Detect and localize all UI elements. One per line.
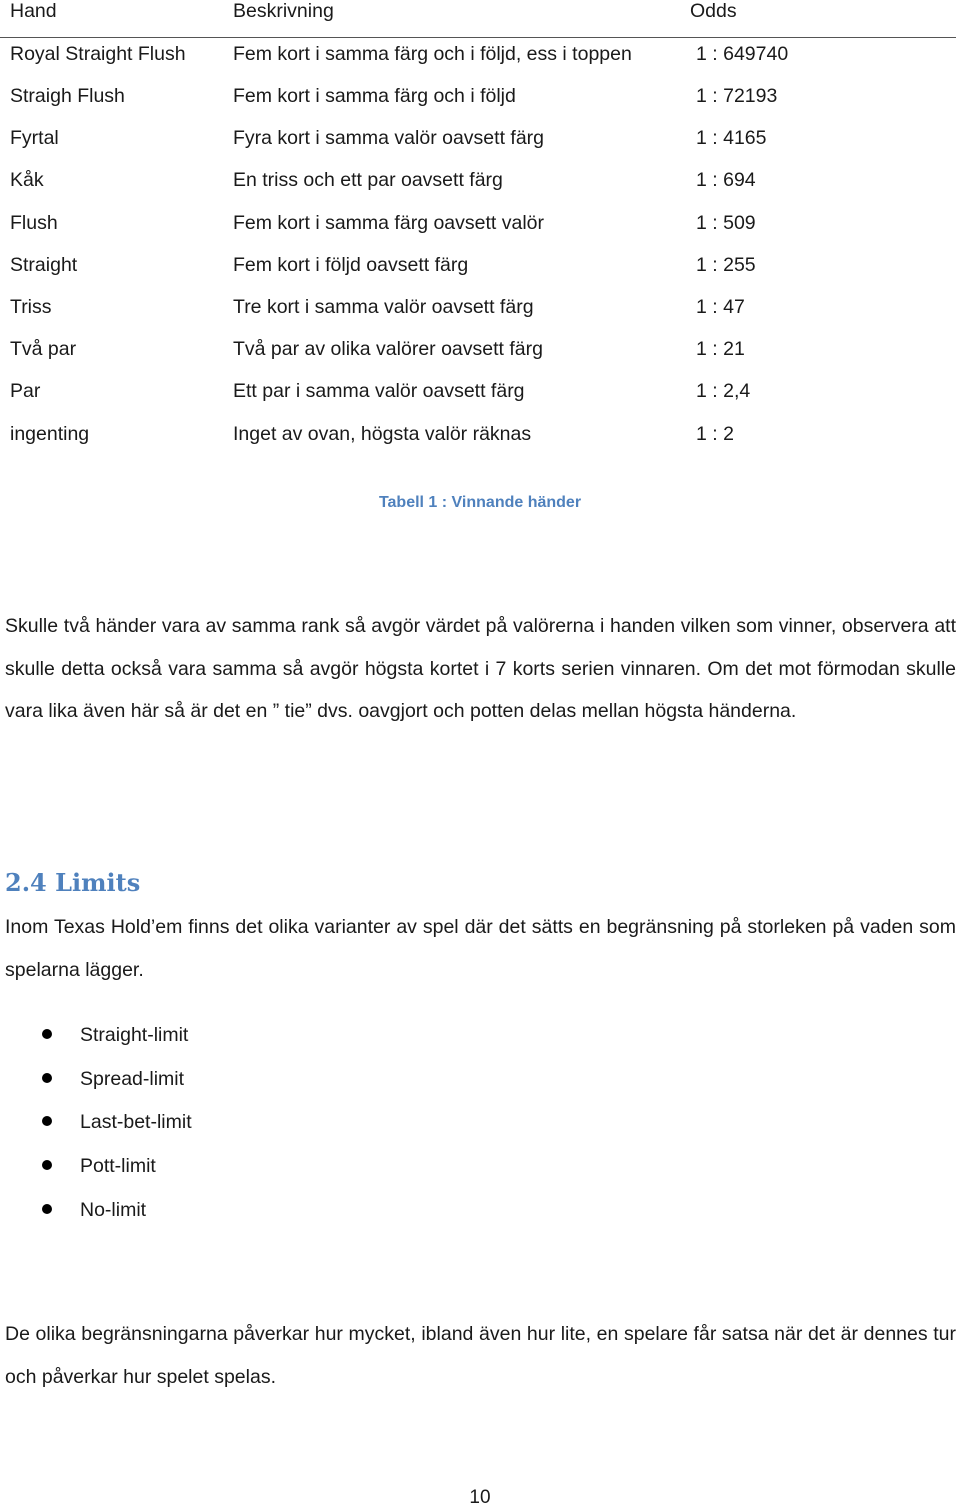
closing-paragraph: De olika begränsningarna påverkar hur mycket, ibland även hur lite, en spelare får satsa när det är dennes tur och påverkar hur spelet spelas. <box>5 1323 956 1388</box>
hand-cell: ingenting <box>10 423 90 445</box>
description-cell: Tre kort i samma valör oavsett färg <box>233 296 534 318</box>
table-header-row <box>0 0 956 42</box>
list-item-label: Spread-limit <box>80 1067 185 1090</box>
odds-cell: 1 : 47 <box>696 296 745 318</box>
table-row <box>0 85 956 127</box>
bullet-icon <box>42 1204 52 1214</box>
odds-cell: 1 : 694 <box>696 169 756 191</box>
hand-cell: Par <box>10 380 41 402</box>
description-cell: Två par av olika valörer oavsett färg <box>233 338 543 360</box>
list-item-label: No-limit <box>80 1198 147 1221</box>
odds-cell: 1 : 2 <box>696 423 734 445</box>
list-item-label: Last-bet-limit <box>80 1111 192 1134</box>
hand-cell: Straigh Flush <box>10 85 125 107</box>
limits-intro-paragraph: Inom Texas Hold’em finns det olika varianter av spel där det sätts en begränsning på storleken på vaden som spelarna lägger. <box>5 916 956 981</box>
table-row <box>0 169 956 211</box>
list-item-label: Pott-limit <box>80 1155 156 1178</box>
table-row <box>0 43 956 85</box>
header-odds: Odds <box>690 0 737 22</box>
description-cell: Fem kort i följd oavsett färg <box>233 254 469 276</box>
header-divider <box>0 37 956 38</box>
odds-cell: 1 : 72193 <box>696 85 778 107</box>
table-row <box>0 296 956 338</box>
table-row <box>0 423 956 465</box>
bullet-icon <box>42 1073 52 1083</box>
table-row <box>0 254 956 296</box>
description-cell: Inget av ovan, högsta valör räknas <box>233 423 532 445</box>
hand-cell: Royal Straight Flush <box>10 43 186 65</box>
bullet-icon <box>42 1029 52 1039</box>
odds-cell: 1 : 649740 <box>696 43 789 65</box>
hand-cell: Flush <box>10 212 58 234</box>
rank-paragraph: Skulle två händer vara av samma rank så avgör värdet på valörerna i handen vilken som vinner, observera att skulle detta också vara samma så avgör högsta kortet i 7 korts serien vinnaren. Om det mot förmodan skulle vara lika även här så är det en ” tie” dvs. oavgjort och potten delas mellan högsta händerna. <box>5 615 956 722</box>
header-description: Beskrivning <box>233 0 334 22</box>
description-cell: Fem kort i samma färg och i följd, ess i toppen <box>233 43 632 65</box>
odds-cell: 1 : 255 <box>696 254 756 276</box>
bullet-icon <box>42 1160 52 1170</box>
hand-cell: Kåk <box>10 169 44 191</box>
description-cell: Fyra kort i samma valör oavsett färg <box>233 127 545 149</box>
hand-cell: Triss <box>10 296 52 318</box>
page-number: 10 <box>469 1487 491 1508</box>
hand-cell: Två par <box>10 338 77 360</box>
description-cell: Fem kort i samma färg oavsett valör <box>233 212 545 234</box>
odds-cell: 1 : 4165 <box>696 127 767 149</box>
bullet-icon <box>42 1116 52 1126</box>
hand-cell: Straight <box>10 254 78 276</box>
hand-cell: Fyrtal <box>10 127 59 149</box>
table-row <box>0 212 956 254</box>
description-cell: En triss och ett par oavsett färg <box>233 169 503 191</box>
description-cell: Ett par i samma valör oavsett färg <box>233 380 525 402</box>
description-cell: Fem kort i samma färg och i följd <box>233 85 516 107</box>
odds-cell: 1 : 21 <box>696 338 745 360</box>
table-row <box>0 380 956 422</box>
odds-cell: 1 : 2,4 <box>696 380 751 402</box>
table-row <box>0 127 956 169</box>
table-row <box>0 338 956 380</box>
section-heading: 2.4 Limits <box>5 868 141 897</box>
table-caption: Tabell 1 : Vinnande händer <box>378 494 582 511</box>
odds-cell: 1 : 509 <box>696 212 756 234</box>
header-hand: Hand <box>10 0 57 22</box>
list-item-label: Straight-limit <box>80 1024 189 1046</box>
